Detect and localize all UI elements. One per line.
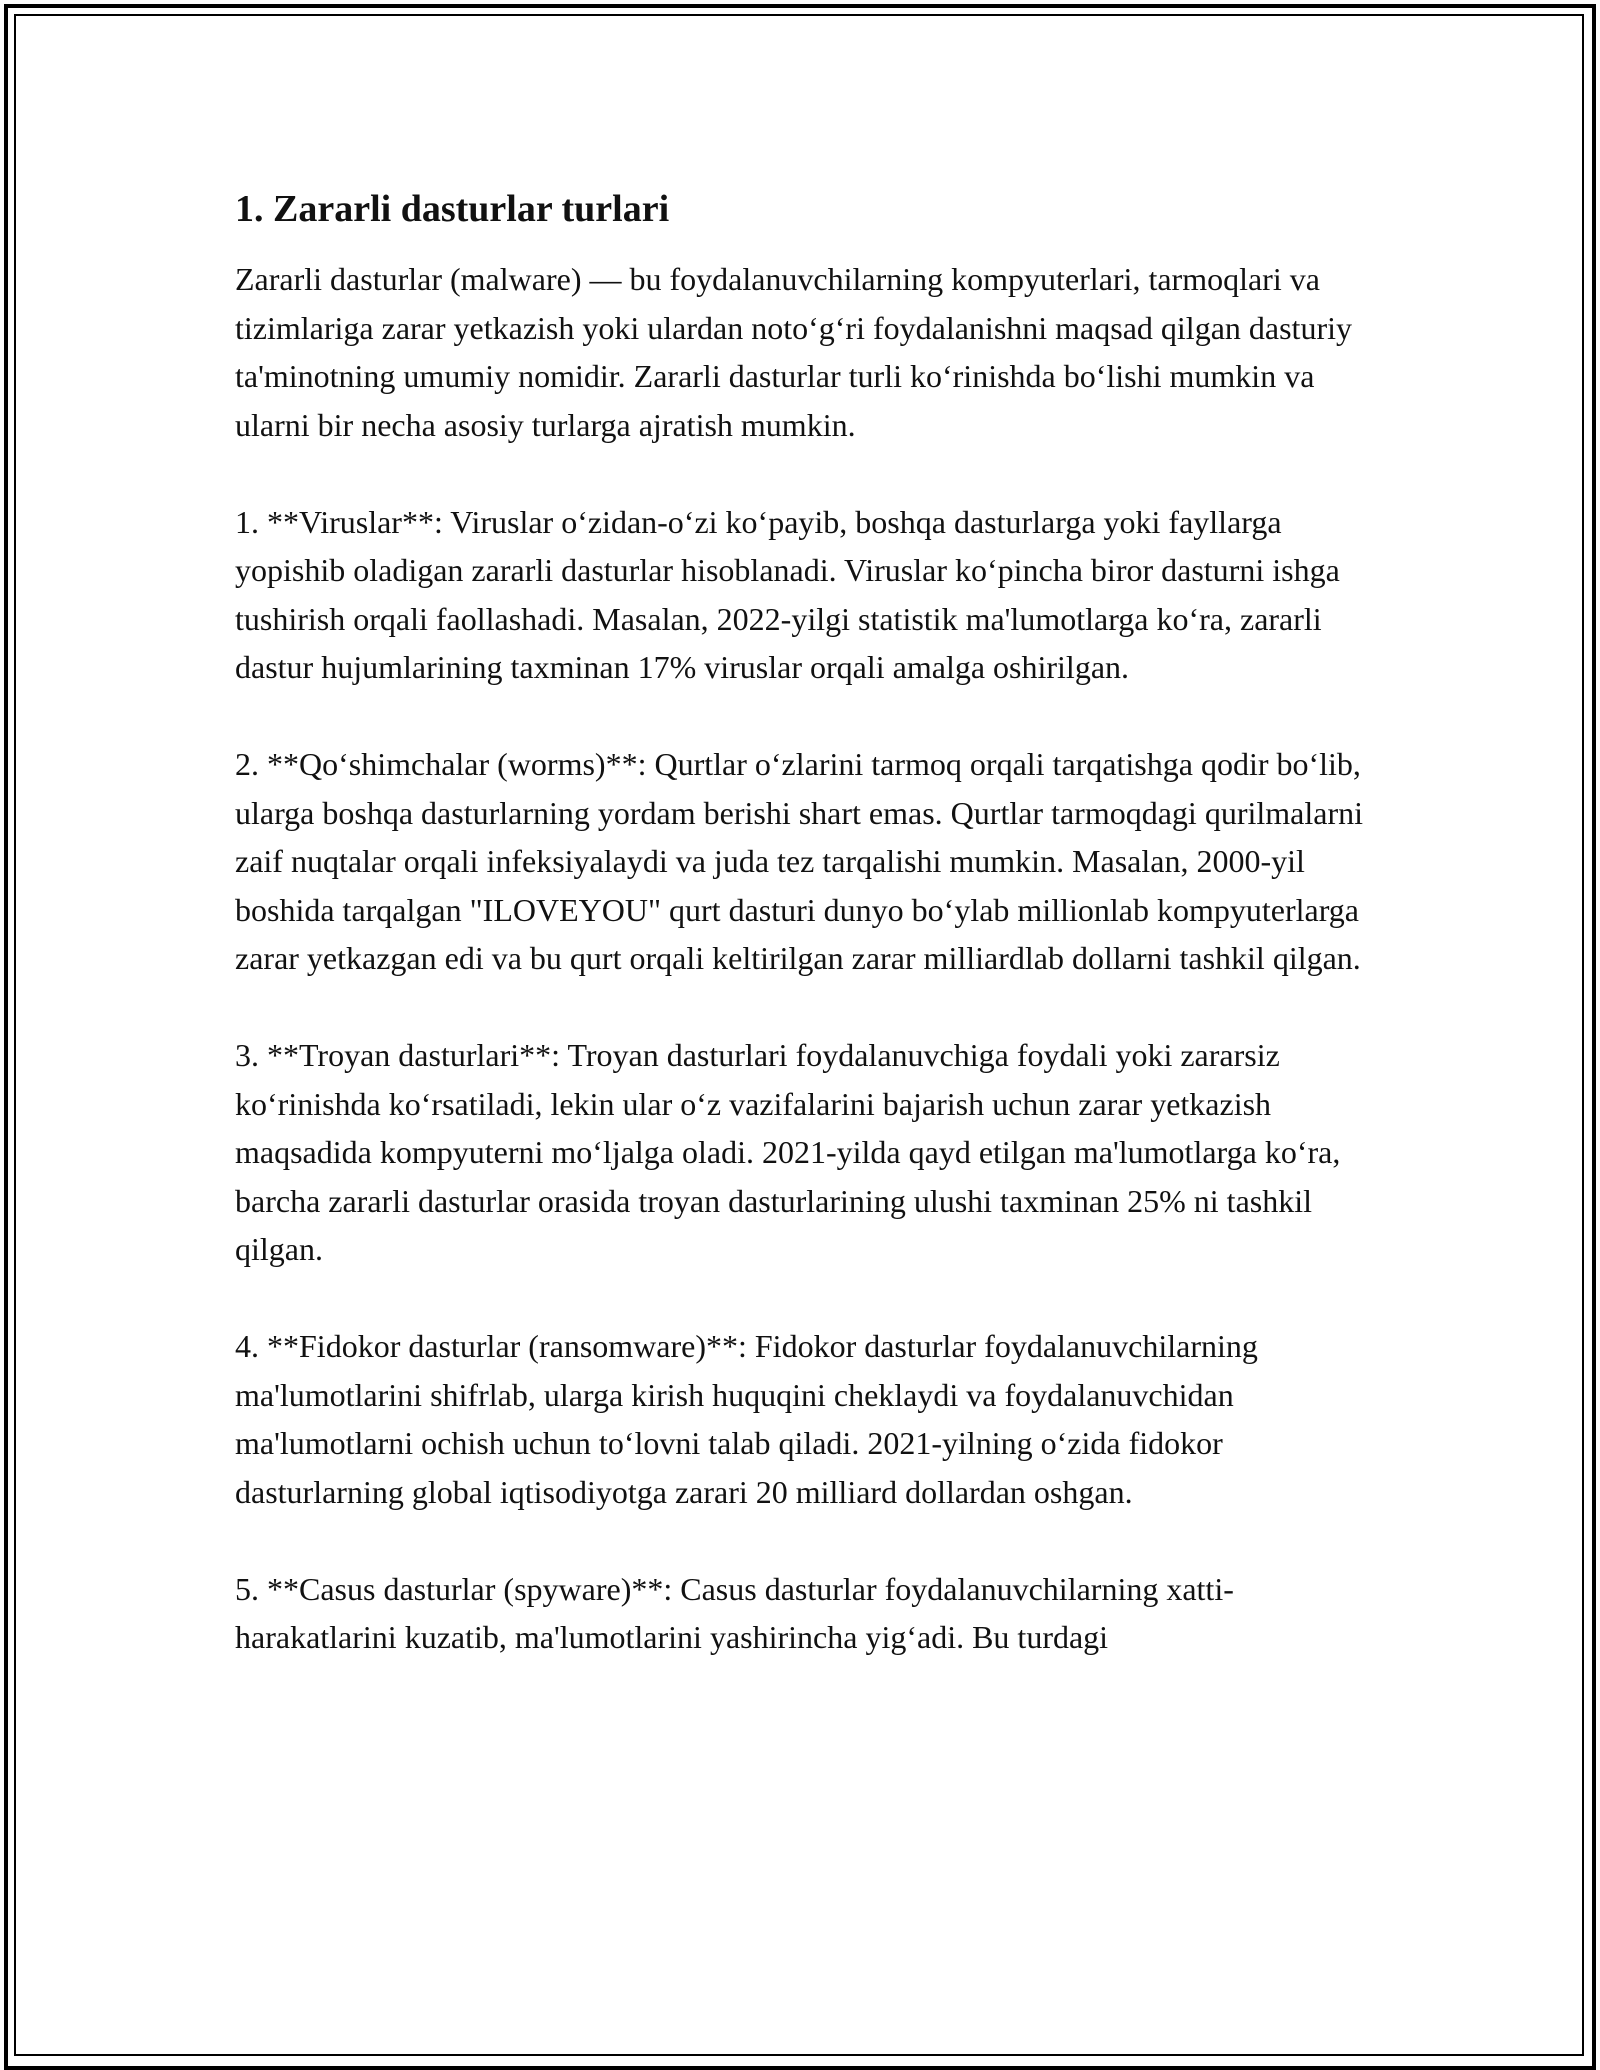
document-body (235, 185, 1375, 1662)
paragraph-worms: 2. **Qo‘shimchalar (worms)**: Qurtlar o‘zlarini tarmoq orqali tarqatishga qodir bo‘lib, ularga boshqa dasturlarning yordam berishi shart emas. Qurtlar tarmoqdagi qurilmalarni zaif nuqtalar orqali infeksiyalaydi va juda tez tarqalishi mumkin. Masalan, 2000-yil boshida tarqalgan "ILOVEYOU" qurt dasturi dunyo bo‘ylab millionlab kompyuterlarga zarar yetkazgan edi va bu qurt orqali keltirilgan zarar milliardlab dollarni tashkil qilgan. (235, 746, 1363, 976)
paragraph-intro: Zararli dasturlar (malware) — bu foydalanuvchilarning kompyuterlari, tarmoqlari va tizimlariga zarar yetkazish yoki ulardan noto‘g‘ri foydalanishni maqsad qilgan dasturiy ta'minotning umumiy nomidir. Zararli dasturlar turli ko‘rinishda bo‘lishi mumkin va ularni bir necha asosiy turlarga ajratish mumkin. (235, 261, 1352, 443)
paragraph-trojans: 3. **Troyan dasturlari**: Troyan dasturlari foydalanuvchiga foydali yoki zararsiz ko‘rinishda ko‘rsatiladi, lekin ular o‘z vazifalarini bajarish uchun zarar yetkazish maqsadida kompyuterni mo‘ljalga oladi. 2021-yilda qayd etilgan ma'lumotlarga ko‘ra, barcha zararli dasturlar orasida troyan dasturlarining ulushi taxminan 25% ni tashkil qilgan. (235, 1037, 1341, 1267)
paragraph-spyware: 5. **Casus dasturlar (spyware)**: Casus dasturlar foydalanuvchilarning xatti-harakatlarini kuzatib, ma'lumotlarini yashirincha yig‘adi. Bu turdagi (235, 1570, 1234, 1655)
paragraph-viruses: 1. **Viruslar**: Viruslar o‘zidan-o‘zi ko‘payib, boshqa dasturlarga yoki fayllarga yopishib oladigan zararli dasturlar hisoblanadi. Viruslar ko‘pincha biror dasturni ishga tushirish orqali faollashadi. Masalan, 2022-yilgi statistik ma'lumotlarga ko‘ra, zararli dastur hujumlarining taxminan 17% viruslar orqali amalga oshirilgan. (235, 503, 1340, 685)
section-heading: 1. Zararli dasturlar turlari (235, 188, 670, 230)
paragraph-ransomware: 4. **Fidokor dasturlar (ransomware)**: Fidokor dasturlar foydalanuvchilarning ma'lumotlarini shifrlab, ularga kirish huquqini cheklaydi va foydalanuvchidan ma'lumotlarni ochish uchun to‘lovni talab qiladi. 2021-yilning o‘zida fidokor dasturlarning global iqtisodiyotga zarari 20 milliard dollardan oshgan. (235, 1328, 1258, 1510)
